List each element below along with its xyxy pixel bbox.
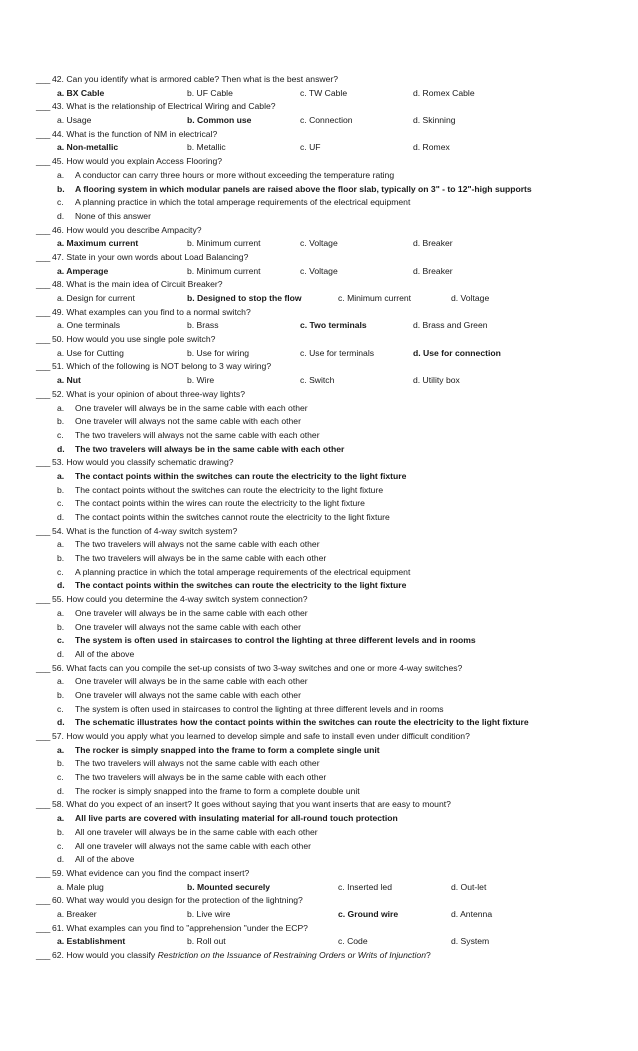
question-number: 62. <box>52 950 64 960</box>
option-b: b. Minimum current <box>187 265 261 276</box>
option-text: The rocker is simply snapped into the frame to form a complete single unit <box>75 744 380 755</box>
option-a <box>0 169 638 183</box>
question-48 <box>0 278 638 292</box>
option-d <box>0 210 638 224</box>
option-d: d. Utility box <box>413 375 460 386</box>
question-52 <box>0 388 638 402</box>
question-47 <box>0 251 638 265</box>
answer-blank: ___ <box>36 662 51 673</box>
answer-blank: ___ <box>36 74 51 84</box>
option-b: b. Live wire <box>187 908 231 919</box>
answer-blank: ___ <box>36 279 51 290</box>
option-row <box>0 87 638 101</box>
question-number: 58. <box>52 799 64 810</box>
option-text: One traveler will always not the same cable with each other <box>75 621 301 632</box>
question-prompt: What is the function of 4-way switch system? <box>66 525 238 536</box>
option-row <box>0 292 638 306</box>
option-letter: b. <box>57 553 65 564</box>
answer-blank: ___ <box>36 731 51 741</box>
question-prompt: How would you apply what you learned to develop simple and safe to install even under difficult condition? <box>66 731 470 741</box>
option-text: The contact points without the switches can route the electricity to the light fixture <box>75 484 384 495</box>
option-row <box>0 347 638 361</box>
option-a: a. Maximum current <box>57 238 139 249</box>
question-prompt: How would you explain Access Flooring? <box>66 156 223 167</box>
option-b: b. Brass <box>187 320 219 331</box>
option-a <box>0 812 638 826</box>
question-53 <box>0 456 638 470</box>
option-text: None of this answer <box>75 210 151 221</box>
option-letter: a. <box>57 744 65 755</box>
question-number: 56. <box>52 662 64 673</box>
option-a: a. One terminals <box>57 320 121 331</box>
question-60 <box>0 894 638 908</box>
option-letter: b. <box>57 689 65 700</box>
option-letter: a. <box>57 470 65 481</box>
option-d <box>0 648 638 662</box>
question-59 <box>0 867 638 881</box>
question-prompt: How could you determine the 4-way switch system connection? <box>66 594 308 605</box>
option-c <box>0 634 638 648</box>
option-text: The two travelers will always not the same cable with each other <box>75 539 320 550</box>
question-text <box>52 306 251 320</box>
option-b: b. Roll out <box>187 936 226 947</box>
option-c <box>0 771 638 785</box>
option-b <box>0 415 638 429</box>
option-letter: c. <box>57 429 64 440</box>
option-c <box>0 196 638 210</box>
option-b <box>0 183 638 197</box>
option-letter: b. <box>57 758 65 769</box>
option-d: d. Romex <box>413 142 450 153</box>
question-prompt: What examples can you find to a normal switch? <box>66 306 251 317</box>
question-number: 61. <box>52 922 64 933</box>
question-50 <box>0 333 638 347</box>
option-c: c. Ground wire <box>338 908 399 919</box>
question-number: 55. <box>52 594 64 605</box>
option-letter: b. <box>57 484 65 495</box>
answer-blank: ___ <box>36 251 51 262</box>
option-b: b. Designed to stop the flow <box>187 293 302 303</box>
question-54 <box>0 525 638 539</box>
question-prompt: How would you describe Ampacity? <box>66 224 202 235</box>
option-b <box>0 757 638 771</box>
question-58 <box>0 798 638 812</box>
question-prompt: What way would you design for the protection of the lightning? <box>66 895 303 906</box>
option-d: d. Brass and Green <box>413 320 488 331</box>
question-number: 59. <box>52 867 64 878</box>
exam-sheet <box>0 73 638 963</box>
question-text <box>52 456 234 470</box>
question-number: 48. <box>52 279 64 290</box>
question-text <box>52 730 470 744</box>
option-a: a. Nut <box>57 375 81 386</box>
option-letter: c. <box>57 840 64 851</box>
option-text: The contact points within the switches can route the electricity to the light fixture <box>75 470 407 481</box>
option-text: The contact points within the switches cannot route the electricity to the light fixture <box>75 512 390 522</box>
question-prompt: How would you use single pole switch? <box>66 334 216 345</box>
option-d: d. Out-let <box>451 881 487 892</box>
question-number: 54. <box>52 525 64 536</box>
option-letter: a. <box>57 402 65 413</box>
option-a: a. Establishment <box>57 936 126 947</box>
option-letter: d. <box>57 648 65 659</box>
option-a <box>0 607 638 621</box>
question-number: 52. <box>52 388 64 399</box>
option-a: a. Amperage <box>57 265 109 276</box>
question-62 <box>0 949 638 963</box>
answer-blank: ___ <box>36 306 51 317</box>
question-61 <box>0 922 638 936</box>
question-number: 57. <box>52 731 64 741</box>
answer-blank: ___ <box>36 594 51 605</box>
option-row <box>0 265 638 279</box>
option-text: One traveler will always be in the same cable with each other <box>75 607 308 618</box>
option-text: The two travelers will always be in the same cable with each other <box>75 553 327 564</box>
question-text <box>52 251 248 265</box>
question-number: 47. <box>52 251 64 262</box>
option-d <box>0 511 638 525</box>
answer-blank: ___ <box>36 101 51 112</box>
option-letter: d. <box>57 512 65 522</box>
question-tail: ? <box>426 950 431 960</box>
option-letter: d. <box>57 580 65 591</box>
option-letter: b. <box>57 416 65 427</box>
answer-blank: ___ <box>36 361 51 372</box>
option-text: The contact points within the switches can route the electricity to the light fixture <box>75 580 407 591</box>
option-row <box>0 908 638 922</box>
answer-blank: ___ <box>36 922 51 933</box>
question-text <box>52 155 222 169</box>
option-c <box>0 703 638 717</box>
question-prompt: What is your opinion of about three-way lights? <box>66 388 245 399</box>
option-text: One traveler will always be in the same cable with each other <box>75 402 308 413</box>
option-b <box>0 689 638 703</box>
question-prompt: What evidence can you find the compact insert? <box>66 867 250 878</box>
question-text <box>52 333 215 347</box>
option-letter: c. <box>57 772 64 783</box>
option-letter: c. <box>57 498 64 509</box>
option-a: a. Design for current <box>57 293 135 303</box>
option-b <box>0 826 638 840</box>
answer-blank: ___ <box>36 128 51 139</box>
option-b: b. Metallic <box>187 142 226 153</box>
option-a <box>0 675 638 689</box>
option-row <box>0 881 638 895</box>
option-row <box>0 374 638 388</box>
question-42 <box>0 73 638 87</box>
option-d: d. Skinning <box>413 115 456 126</box>
question-57 <box>0 730 638 744</box>
question-prompt: Can you identify what is armored cable? Then what is the best answer? <box>66 74 338 84</box>
option-letter: a. <box>57 539 65 550</box>
option-c <box>0 840 638 854</box>
option-b: b. Common use <box>187 115 252 126</box>
option-letter: a. <box>57 607 65 618</box>
option-d: d. Voltage <box>451 293 490 303</box>
option-a <box>0 470 638 484</box>
option-d <box>0 853 638 867</box>
option-c: c. TW Cable <box>300 87 348 98</box>
option-b: b. Minimum current <box>187 238 261 249</box>
option-text: The two travelers will always be in the same cable with each other <box>75 443 345 454</box>
answer-blank: ___ <box>36 224 51 235</box>
option-b: b. UF Cable <box>187 87 233 98</box>
question-46 <box>0 224 638 238</box>
option-d <box>0 443 638 457</box>
answer-blank: ___ <box>36 457 51 468</box>
question-number: 44. <box>52 128 64 139</box>
option-c: c. Switch <box>300 375 335 386</box>
question-number: 43. <box>52 101 64 112</box>
option-d: d. Antenna <box>451 908 493 919</box>
option-row <box>0 141 638 155</box>
option-c: c. UF <box>300 142 321 153</box>
option-d <box>0 785 638 799</box>
question-number: 42. <box>52 74 64 84</box>
option-text: All live parts are covered with insulating material for all-round touch protection <box>75 813 398 824</box>
option-b <box>0 552 638 566</box>
option-c: c. Use for terminals <box>300 347 375 358</box>
option-text: All of the above <box>75 854 135 865</box>
option-a: a. BX Cable <box>57 87 105 98</box>
answer-blank: ___ <box>36 388 51 399</box>
option-letter: d. <box>57 785 65 796</box>
option-text: One traveler will always not the same cable with each other <box>75 689 301 700</box>
question-text <box>52 798 451 812</box>
option-d: d. Use for connection <box>413 347 501 358</box>
option-d: d. Breaker <box>413 238 453 249</box>
option-b <box>0 621 638 635</box>
option-text: A planning practice in which the total amperage requirements of the electrical equipment <box>75 197 411 208</box>
question-text <box>52 894 303 908</box>
option-text: All one traveler will always be in the same cable with each other <box>75 826 318 837</box>
option-letter: c. <box>57 703 64 714</box>
answer-blank: ___ <box>36 895 51 906</box>
option-row <box>0 237 638 251</box>
question-text <box>52 278 223 292</box>
option-a: a. Breaker <box>57 908 97 919</box>
question-text <box>52 128 217 142</box>
option-letter: d. <box>57 210 65 221</box>
answer-blank: ___ <box>36 525 51 536</box>
option-letter: b. <box>57 183 65 194</box>
question-56 <box>0 662 638 676</box>
question-prompt: Which of the following is NOT belong to 3 way wiring? <box>66 361 272 372</box>
option-a: a. Use for Cutting <box>57 347 124 358</box>
option-row <box>0 935 638 949</box>
option-letter: a. <box>57 169 65 180</box>
option-letter: b. <box>57 826 65 837</box>
question-55 <box>0 593 638 607</box>
option-a <box>0 744 638 758</box>
question-51 <box>0 360 638 374</box>
option-text: All of the above <box>75 648 135 659</box>
question-text <box>52 224 202 238</box>
option-letter: a. <box>57 813 65 824</box>
question-number: 49. <box>52 306 64 317</box>
option-text: A conductor can carry three hours or more without exceeding the temperature rating <box>75 169 395 180</box>
option-text: The rocker is simply snapped into the frame to form a complete double unit <box>75 785 360 796</box>
option-letter: c. <box>57 566 64 577</box>
option-letter: d. <box>57 854 65 865</box>
option-text: The system is often used in staircases to control the lighting at three different levels and in rooms <box>75 703 444 714</box>
question-text <box>52 949 431 963</box>
question-text <box>52 100 276 114</box>
option-c: c. Connection <box>300 115 353 126</box>
option-letter: a. <box>57 676 65 687</box>
question-number: 46. <box>52 224 64 235</box>
answer-blank: ___ <box>36 156 51 167</box>
option-d: d. System <box>451 936 490 947</box>
option-text: The contact points within the wires can route the electricity to the light fixture <box>75 498 365 509</box>
question-number: 45. <box>52 156 64 167</box>
option-a <box>0 402 638 416</box>
question-prompt: What do you expect of an insert? It goes without saying that you want inserts that are easy to mount? <box>66 799 451 810</box>
question-text <box>52 662 462 676</box>
option-d <box>0 579 638 593</box>
option-c: c. Voltage <box>300 238 338 249</box>
question-text <box>52 73 338 87</box>
question-44 <box>0 128 638 142</box>
option-text: The two travelers will always not the same cable with each other <box>75 429 320 440</box>
option-text: The system is often used in staircases to control the lighting at three different levels and in rooms <box>75 635 476 646</box>
option-d <box>0 716 638 730</box>
option-d: d. Romex Cable <box>413 87 475 98</box>
option-c <box>0 497 638 511</box>
question-text <box>52 922 308 936</box>
option-text: One traveler will always be in the same cable with each other <box>75 676 308 687</box>
question-number: 60. <box>52 895 64 906</box>
option-c: c. Minimum current <box>338 293 412 303</box>
question-number: 50. <box>52 334 64 345</box>
answer-blank: ___ <box>36 799 51 810</box>
option-b: b. Use for wiring <box>187 347 250 358</box>
option-b: b. Mounted securely <box>187 881 271 892</box>
option-a: a. Male plug <box>57 881 104 892</box>
option-text: The two travelers will always be in the same cable with each other <box>75 772 327 783</box>
option-c: c. Code <box>338 936 368 947</box>
question-number: 51. <box>52 361 64 372</box>
answer-blank: ___ <box>36 950 51 960</box>
question-prompt: State in your own words about Load Balancing? <box>66 251 249 262</box>
option-a: a. Non-metallic <box>57 142 119 153</box>
answer-blank: ___ <box>36 867 51 878</box>
option-a: a. Usage <box>57 115 92 126</box>
option-letter: d. <box>57 443 65 454</box>
question-number: 53. <box>52 457 64 468</box>
question-prompt: What examples can you find to "apprehension "under the ECP? <box>66 922 308 933</box>
option-letter: b. <box>57 621 65 632</box>
question-prompt: What is the function of NM in electrical? <box>66 128 218 139</box>
option-letter: d. <box>57 717 65 728</box>
question-43 <box>0 100 638 114</box>
option-b: b. Wire <box>187 375 215 386</box>
option-c: c. Two terminals <box>300 320 367 331</box>
question-prompt: What facts can you compile the set-up consists of two 3-way switches and one or more 4-way switches? <box>66 662 463 673</box>
option-c <box>0 566 638 580</box>
question-prompt: How would you classify schematic drawing? <box>66 457 234 468</box>
option-row <box>0 319 638 333</box>
question-prompt: What is the main idea of Circuit Breaker? <box>66 279 223 290</box>
question-text <box>52 360 271 374</box>
question-italic-phrase: Restriction on the Issuance of Restraining Orders or Writs of Injunction <box>157 950 427 960</box>
option-text: All one traveler will always not the same cable with each other <box>75 840 311 851</box>
option-c: c. Voltage <box>300 265 338 276</box>
option-d: d. Breaker <box>413 265 453 276</box>
option-text: One traveler will always not the same cable with each other <box>75 416 301 427</box>
option-c <box>0 429 638 443</box>
option-text: The schematic illustrates how the contact points within the switches can route the electricity to the light fixture <box>75 717 529 728</box>
option-text: A planning practice in which the total amperage requirements of the electrical equipment <box>75 566 411 577</box>
option-text: A flooring system in which modular panels are raised above the floor slab, typically on 3" - to 12"-high supports <box>75 183 532 194</box>
question-prompt: What is the relationship of Electrical Wiring and Cable? <box>66 101 276 112</box>
option-b <box>0 484 638 498</box>
question-text <box>52 525 237 539</box>
option-text: The two travelers will always not the same cable with each other <box>75 758 320 769</box>
option-letter: c. <box>57 197 64 208</box>
question-49 <box>0 306 638 320</box>
option-letter: c. <box>57 635 65 646</box>
option-c: c. Inserted led <box>338 881 392 892</box>
question-text <box>52 388 245 402</box>
question-45 <box>0 155 638 169</box>
option-row <box>0 114 638 128</box>
question-prompt: How would you classify <box>66 950 158 960</box>
answer-blank: ___ <box>36 334 51 345</box>
question-text <box>52 593 308 607</box>
option-a <box>0 538 638 552</box>
question-text <box>52 867 249 881</box>
